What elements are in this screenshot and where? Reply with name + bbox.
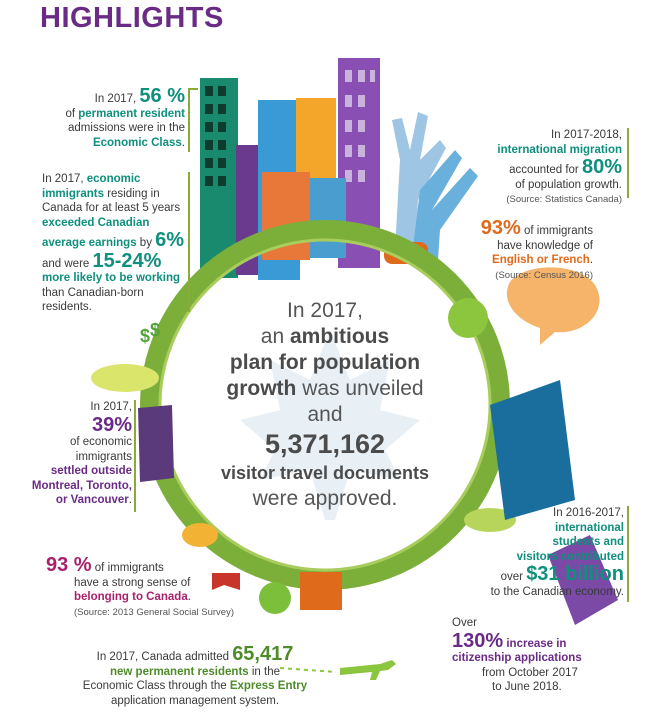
svg-text:$: $ [150, 320, 161, 340]
accent-bar [627, 506, 629, 602]
stat-express-entry: In 2017, Canada admitted 65,417 new permanent residents in the Economic Class through the Express Entry application management system. [82, 643, 308, 707]
building-right [490, 380, 575, 520]
stat-migration: In 2017-2018, international migration accounted for 80% of population growth. (Source: Statistics Canada) [497, 129, 622, 205]
stat-language: 93% of immigrants have knowledge of English or French. (Source: Census 2016) [480, 217, 593, 281]
stat-earnings: In 2017, economic immigrants residing in Canada for at least 5 years exceeded Canadian average earnings by 6% and were 15-24% more likely to be working than Canadian-born residents. [42, 173, 185, 313]
shop-building-blue [310, 178, 346, 258]
accent-bar [188, 88, 190, 152]
bus-icon [182, 523, 218, 547]
accent-bar [627, 128, 629, 198]
tree-icon [91, 364, 159, 392]
dollar-sign-icon: $ [140, 326, 151, 346]
building-left [138, 405, 174, 482]
stat-economic-class: In 2017, 56 % of permanent resident admissions were in the Economic Class. [65, 85, 185, 149]
stat-economy: In 2016-2017, international students and visitors contributed over $31 billion to the Canadian economy. [490, 507, 624, 598]
page-title: HIGHLIGHTS [40, 2, 224, 34]
accent-bar [134, 400, 136, 512]
house-orange [300, 572, 342, 610]
stat-citizenship: Over 130% increase in citizenship applications from October 2017 to June 2018. [452, 617, 582, 693]
accent-bar [188, 172, 190, 312]
airplane-icon [340, 660, 396, 680]
stat-settled-outside: In 2017, 39% of economic immigrants settled outside Montreal, Toronto, or Vancouver. [31, 401, 132, 506]
tree-icon [448, 298, 488, 338]
stat-belonging: 93 % of immigrants have a strong sense of belonging to Canada. (Source: 2013 General Social Survey) [46, 554, 234, 618]
center-statement: In 2017, an ambitious plan for population growth was unveiled and 5,371,162 visitor travel documents were approved. [220, 299, 430, 510]
